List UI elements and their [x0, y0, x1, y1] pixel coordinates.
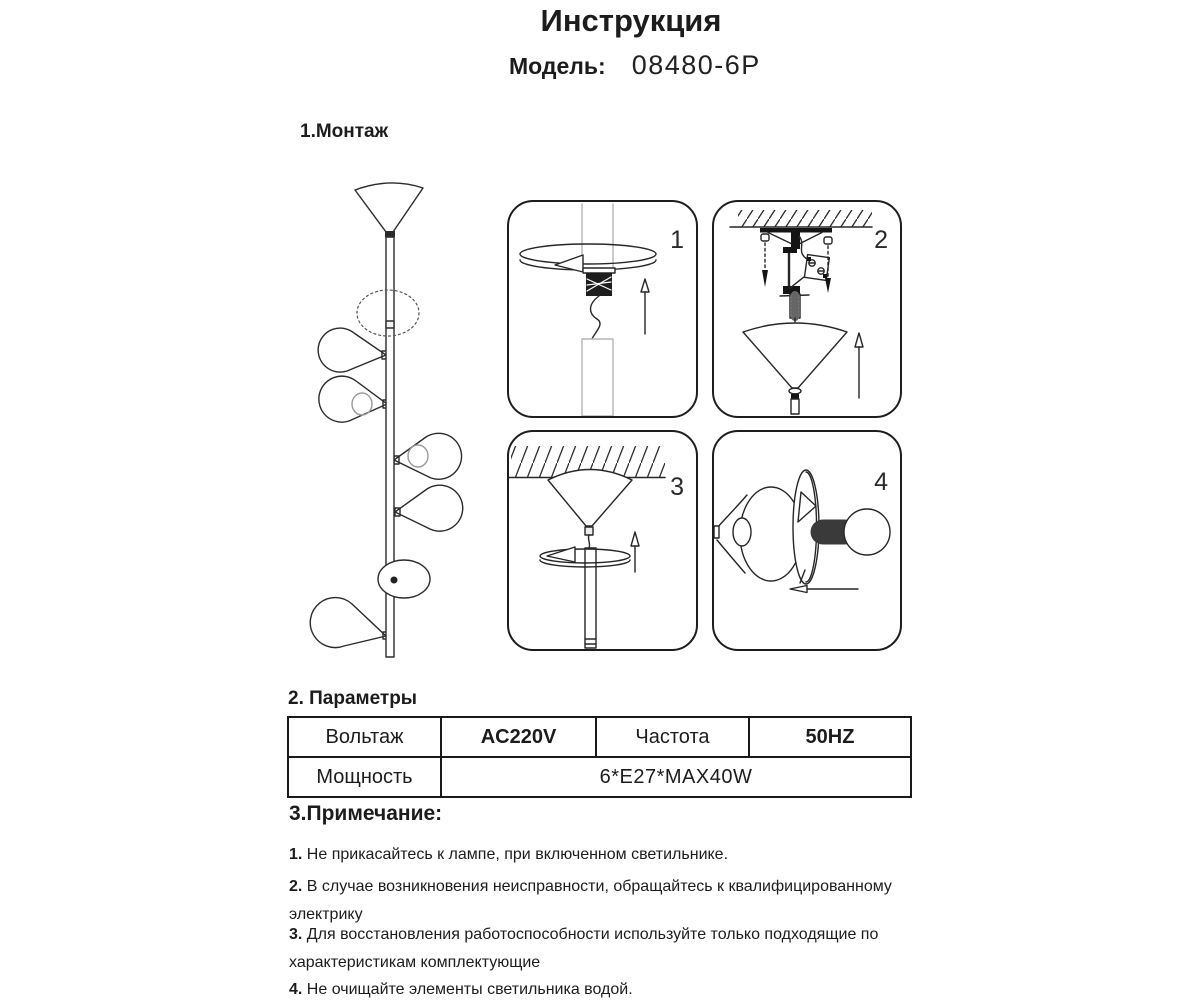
- panel-3-diagram: [509, 432, 696, 649]
- panel-1: [507, 200, 698, 418]
- section-heading-montage: 1.Монтаж: [300, 121, 389, 142]
- terminal-block: [804, 255, 829, 281]
- param-frequency-label: Частота: [596, 717, 749, 757]
- light-bulb: [844, 509, 890, 555]
- note-text: Для восстановления работоспособности используйте только подходящие по характеристикам комплектующие: [289, 926, 879, 971]
- panel-3-number: 3: [670, 473, 684, 501]
- panel-2-diagram: [714, 202, 900, 416]
- note-text: Не прикасайтесь к лампе, при включенном светильнике.: [306, 846, 729, 863]
- section-heading-notes: 3.Примечание:: [289, 802, 443, 825]
- panel-2-number: 2: [874, 226, 888, 254]
- note-number: 3.: [289, 926, 303, 943]
- table-row: [288, 717, 911, 757]
- param-frequency-value: 50HZ: [749, 717, 911, 757]
- panel-3: [507, 430, 698, 651]
- param-voltage-label: Вольтаж: [288, 717, 441, 757]
- page-title: Инструкция: [540, 3, 722, 38]
- wire: [799, 236, 807, 259]
- cone-shade: [548, 470, 632, 527]
- panel-1-number: 1: [670, 226, 684, 254]
- note-item: [289, 976, 921, 1000]
- lamp-illustration: [290, 165, 490, 675]
- model-label: Модель:: [509, 53, 606, 79]
- panel-2: [712, 200, 902, 418]
- note-text: В случае возникновения неисправности, обращайтесь к квалифицированному электрику: [289, 878, 892, 923]
- up-arrow-icon: [855, 333, 863, 398]
- screw-icon: [761, 234, 769, 287]
- param-voltage-value: AC220V: [441, 717, 596, 757]
- param-power-value: 6*E27*MAX40W: [441, 757, 911, 797]
- panel-4: [712, 430, 902, 651]
- note-number: 4.: [289, 981, 303, 998]
- front-shade: [378, 560, 430, 598]
- cone-shade: [743, 323, 847, 388]
- top-cone-shade: [355, 183, 423, 232]
- model-value: 08480-6P: [631, 50, 761, 80]
- socket-opening: [733, 518, 751, 546]
- left-arrow-icon: [790, 586, 858, 593]
- model-row: [509, 50, 761, 81]
- table-row: [288, 757, 911, 797]
- wire: [588, 535, 589, 548]
- params-table: [287, 716, 912, 798]
- wire: [591, 296, 601, 339]
- ceiling-hatch: [738, 210, 872, 227]
- param-power-label: Мощность: [288, 757, 441, 797]
- panel-4-number: 4: [874, 468, 888, 496]
- up-arrow-icon: [641, 279, 649, 334]
- note-item: [289, 921, 921, 977]
- note-item: [289, 841, 921, 869]
- note-number: 2.: [289, 878, 303, 895]
- note-number: 1.: [289, 846, 303, 863]
- panel-1-diagram: [509, 202, 696, 416]
- mounting-plate: [760, 228, 832, 233]
- up-arrow-icon: [631, 532, 639, 572]
- panel-4-diagram: [714, 432, 900, 649]
- section-heading-params: 2. Параметры: [288, 688, 418, 709]
- note-text: Не очищайте элементы светильника водой.: [306, 981, 633, 998]
